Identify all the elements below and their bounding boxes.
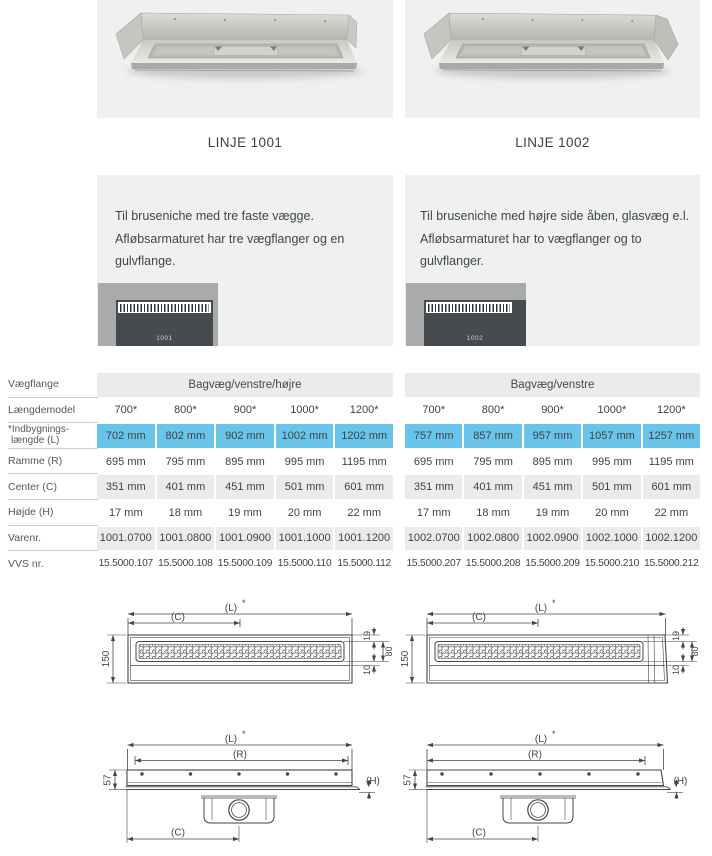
description-line: Afløbsarmaturet har to vægflanger og to xyxy=(420,231,642,246)
product-photo-1001 xyxy=(97,0,393,118)
table-cell: 1001.1000 xyxy=(276,527,334,551)
drain-insert xyxy=(213,47,279,56)
niche-diagram-label: 1002 xyxy=(466,335,484,342)
front-view-drawing-1002 xyxy=(395,592,700,717)
table-cell: 15.5000.210 xyxy=(584,558,640,570)
dim-label-L: (L) xyxy=(534,603,548,614)
side-view-drawing-1002 xyxy=(395,722,700,856)
niche-diagram-label: 1001 xyxy=(156,335,173,342)
table-cell: 401 mm xyxy=(464,475,521,499)
flange-header-1002: Bagvæg/venstre xyxy=(405,373,700,397)
row-label-vvs-no: VVS nr. xyxy=(8,557,44,570)
description-text xyxy=(420,205,692,273)
drain-back-wall xyxy=(449,13,656,40)
table-cell: 22 mm xyxy=(654,506,689,519)
table-cell: 695 mm xyxy=(105,455,146,468)
table-cell: 19 mm xyxy=(228,506,262,519)
table-cell: 995 mm xyxy=(284,455,325,468)
description-panel-1002 xyxy=(405,175,700,346)
table-cell: 1057 mm xyxy=(583,424,640,448)
table-cell: 1195 mm xyxy=(341,455,387,468)
table-cell: 1001.1200 xyxy=(335,527,393,551)
dim-label-R: (R) xyxy=(528,749,542,761)
table-row-flange xyxy=(0,372,712,398)
row-label-height: Højde (H) xyxy=(8,500,98,526)
dim-label-150: 150 xyxy=(101,650,112,668)
table-cell: 995 mm xyxy=(592,455,632,468)
table-row-length-model xyxy=(0,398,712,424)
flange-header-1001: Bagvæg/venstre/højre xyxy=(97,373,393,397)
table-cell: 601 mm xyxy=(643,475,700,499)
grate-icon xyxy=(426,302,512,313)
description-line: gulvflange. xyxy=(115,254,176,268)
description-panel-1001 xyxy=(97,175,393,346)
drain-back-wall xyxy=(141,13,349,40)
dim-label-L-asterisk: * xyxy=(242,598,246,608)
table-cell: 695 mm xyxy=(413,455,454,468)
side-view-drawing-1001 xyxy=(90,722,395,856)
table-cell: 800* xyxy=(174,404,197,417)
table-cell: 1002 mm xyxy=(276,424,334,448)
dim-label-L: (L) xyxy=(534,734,548,745)
table-row-vvs-no xyxy=(0,551,712,577)
table-cell: 15.5000.112 xyxy=(337,558,392,570)
table-cell: 800* xyxy=(481,404,505,417)
table-cell: 18 mm xyxy=(476,506,510,519)
table-cell: 15.5000.208 xyxy=(465,558,521,570)
table-cell: 1257 mm xyxy=(643,424,700,448)
dim-label-C: (C) xyxy=(472,612,486,623)
table-cell: 795 mm xyxy=(473,455,513,468)
table-cell: 795 mm xyxy=(165,455,206,468)
table-cell: 1001.0800 xyxy=(157,527,215,551)
front-view-drawing-1001 xyxy=(90,592,395,717)
table-cell: 700* xyxy=(114,404,138,417)
table-cell: 1200* xyxy=(656,404,686,417)
table-cell: 451 mm xyxy=(216,475,274,499)
table-cell: 1002.1000 xyxy=(583,527,640,551)
table-cell: 700* xyxy=(422,404,446,417)
table-cell: 15.5000.212 xyxy=(644,558,699,570)
table-cell: 501 mm xyxy=(583,475,640,499)
dim-label-10: 10 xyxy=(671,664,681,676)
row-label-line1: *Indbygnings- xyxy=(8,423,70,435)
dim-label-H: (H) xyxy=(366,776,380,787)
table-cell: 351 mm xyxy=(97,475,155,499)
drain-front-edge xyxy=(439,63,664,69)
dim-label-L: (L) xyxy=(224,603,238,614)
table-cell: 1001.0700 xyxy=(97,527,155,551)
table-cell: 895 mm xyxy=(532,455,573,468)
grate-icon xyxy=(118,302,211,313)
dim-label-C: (C) xyxy=(171,612,185,623)
dim-label-L: (L) xyxy=(224,734,238,745)
product-photo-1002 xyxy=(405,0,700,118)
table-cell: 802 mm xyxy=(157,424,215,448)
row-label-built-in-length xyxy=(8,423,98,449)
table-cell: 15.5000.209 xyxy=(525,558,580,570)
table-cell: 601 mm xyxy=(335,475,393,499)
niche-shape xyxy=(116,300,213,346)
dim-label-H: (H) xyxy=(673,776,688,787)
dim-label-80: 80 xyxy=(384,646,394,657)
table-cell: 18 mm xyxy=(168,506,203,519)
dim-label-19: 19 xyxy=(362,630,372,642)
row-label-frame: Ramme (R) xyxy=(8,449,98,475)
dim-label-L-asterisk: * xyxy=(552,729,556,739)
table-cell: 20 mm xyxy=(287,506,322,519)
table-cell: 17 mm xyxy=(108,506,143,519)
dim-label-150: 150 xyxy=(400,650,411,668)
row-label-flange: Vægflange xyxy=(8,372,98,398)
dim-label-L-asterisk: * xyxy=(552,598,556,608)
table-cell: 1000* xyxy=(290,404,319,417)
description-line: Afløbsarmaturet har tre vægflanger og en xyxy=(115,231,345,246)
row-label-length-model: Længdemodel xyxy=(8,398,98,424)
table-cell: 15.5000.108 xyxy=(158,558,213,570)
dim-label-57: 57 xyxy=(402,774,414,786)
table-cell: 1202 mm xyxy=(335,424,393,448)
table-cell: 902 mm xyxy=(216,424,274,448)
table-cell: 17 mm xyxy=(416,506,451,519)
table-cell: 895 mm xyxy=(225,455,265,468)
table-cell: 1002.1200 xyxy=(643,527,700,551)
drain-insert xyxy=(521,47,587,56)
description-line: Til bruseniche med tre faste vægge. xyxy=(115,209,314,223)
table-cell: 401 mm xyxy=(157,475,215,499)
table-cell: 702 mm xyxy=(97,424,155,448)
product-photo-panel-1001 xyxy=(97,0,393,118)
table-row-center xyxy=(0,474,712,500)
dim-label-C: (C) xyxy=(171,827,185,839)
table-cell: 1002.0700 xyxy=(405,527,462,551)
niche-diagram-1002 xyxy=(406,283,526,346)
table-cell: 900* xyxy=(233,404,257,417)
drain-front-edge xyxy=(131,63,357,69)
description-line: Til bruseniche med højre side åben, glasvæg e.l. xyxy=(420,209,690,223)
table-cell: 1001.0900 xyxy=(216,527,274,551)
product-title-1001: LINJE 1001 xyxy=(207,135,283,150)
table-cell: 15.5000.107 xyxy=(98,558,154,570)
table-row-built-in-length xyxy=(0,423,712,449)
dim-label-L-asterisk: * xyxy=(242,729,246,739)
table-cell: 1002.0900 xyxy=(524,527,581,551)
table-cell: 15.5000.109 xyxy=(217,558,273,570)
row-label-item-no: Varenr. xyxy=(8,526,98,552)
dim-label-C: (C) xyxy=(472,827,486,839)
description-line: gulvflanger. xyxy=(420,254,484,268)
table-cell: 19 mm xyxy=(535,506,570,519)
table-cell: 1195 mm xyxy=(648,455,694,468)
row-label-center: Center (C) xyxy=(8,474,98,500)
table-cell: 501 mm xyxy=(276,475,334,499)
dim-label-19: 19 xyxy=(671,630,681,642)
table-cell: 757 mm xyxy=(405,424,462,448)
description-text xyxy=(115,205,383,273)
drain-right-end xyxy=(347,15,357,48)
table-cell: 857 mm xyxy=(464,424,521,448)
table-cell: 1000* xyxy=(597,404,627,417)
product-photo-panel-1002 xyxy=(405,0,700,118)
table-cell: 451 mm xyxy=(524,475,581,499)
row-label-line2: længde (L) xyxy=(11,435,60,447)
table-cell: 22 mm xyxy=(347,506,381,519)
table-cell: 900* xyxy=(541,404,564,417)
dim-label-57: 57 xyxy=(102,774,114,786)
table-cell: 15.5000.110 xyxy=(277,558,332,570)
table-cell: 1200* xyxy=(349,404,379,417)
table-cell: 957 mm xyxy=(524,424,581,448)
table-cell: 20 mm xyxy=(595,506,629,519)
dim-label-10: 10 xyxy=(362,664,372,676)
niche-shape xyxy=(424,300,526,346)
dim-label-80: 80 xyxy=(690,646,700,657)
table-cell: 15.5000.207 xyxy=(406,558,461,570)
table-row-height xyxy=(0,500,712,526)
table-cell: 1002.0800 xyxy=(464,527,521,551)
table-row-item-no xyxy=(0,526,712,552)
product-title-1002: LINJE 1002 xyxy=(515,135,590,150)
dim-label-R: (R) xyxy=(233,749,247,761)
niche-diagram-1001 xyxy=(98,283,218,346)
table-cell: 351 mm xyxy=(405,475,462,499)
table-row-frame xyxy=(0,449,712,475)
